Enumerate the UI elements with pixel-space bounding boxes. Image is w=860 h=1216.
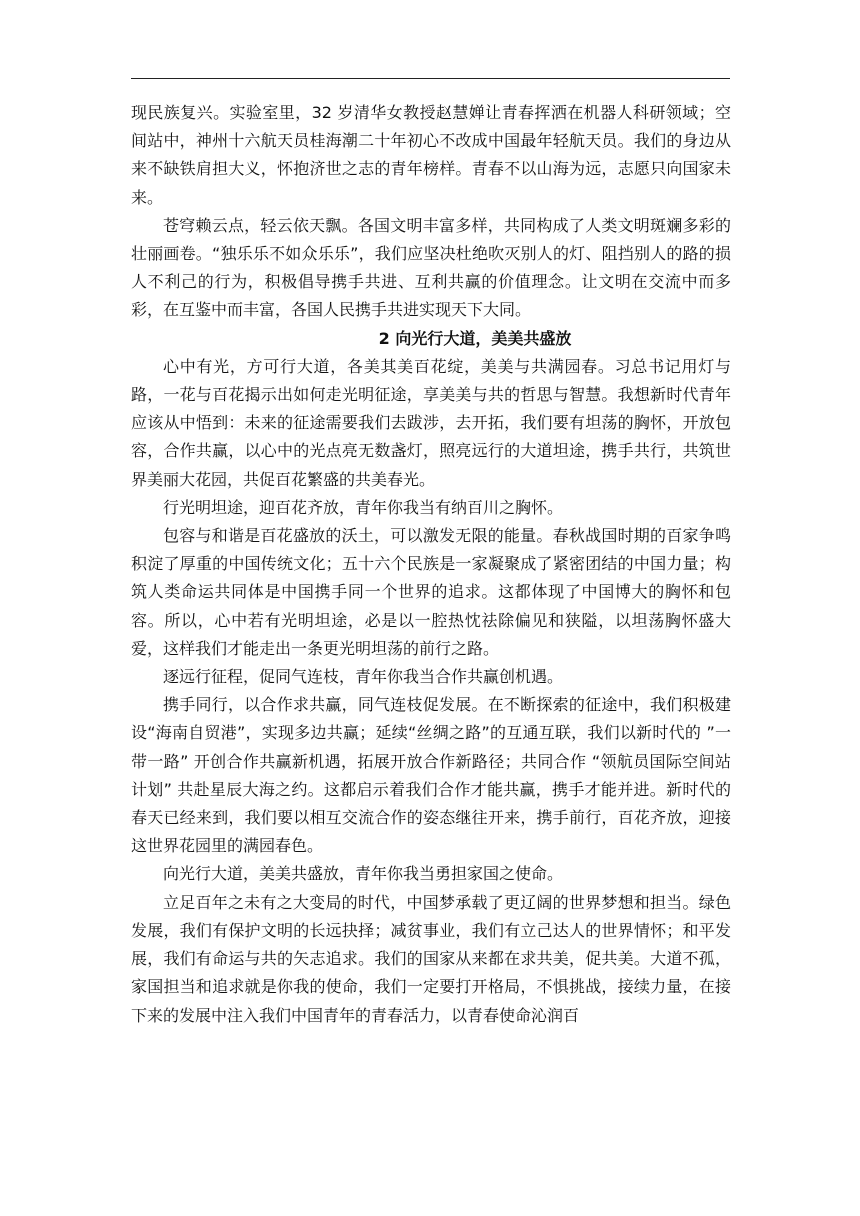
paragraph-subheading: 行光明坦途，迎百花齐放，青年你我当有纳百川之胸怀。 [163,497,564,517]
paragraph-continuation: 现民族复兴。实验室里，32 岁清华女教授赵慧婵让青春挥洒在机器人科研领域；空间站中，神州十六航天员桂海潮二十年初心不改成中国最年轻航天员。我们的身边从来不缺铁肩担大义，怀抱济世之志的青年榜样。青春不以山海为远，志愿只向国家未来。 [131,103,731,207]
paragraph-subheading: 逐远行征程，促同气连枝，青年你我当合作共赢创机遇。 [163,667,564,687]
document-body [131,99,731,1030]
paragraph: 包容与和谐是百花盛放的沃土，可以激发无限的能量。春秋战国时期的百家争鸣积淀了厚重的中国传统文化；五十六个民族是一家凝聚成了紧密团结的中国力量；构筑人类命运共同体是中国携手同一个世界的追求。这都体现了中国博大的胸怀和包容。所以，心中若有光明坦途，必是以一腔热忱祛除偏见和狭隘，以坦荡胸怀盛大爱，这样我们才能走出一条更光明坦荡的前行之路。 [131,526,731,658]
header-rule [131,78,730,79]
paragraph-subheading: 向光行大道，美美共盛放，青年你我当勇担家国之使命。 [163,864,564,884]
paragraph: 苍穹赖云点，轻云依天飘。各国文明丰富多样，共同构成了人类文明斑斓多彩的壮丽画卷。“独乐乐不如众乐乐”，我们应坚决杜绝吹灭别人的灯、阻挡别人的路的损人不利己的行为，积极倡导携手共进、互利共赢的价值理念。让文明在交流中而多彩，在互鉴中而丰富，各国人民携手共进实现天下大同。 [131,215,731,320]
paragraph: 携手同行，以合作求共赢，同气连枝促发展。在不断探索的征途中，我们积极建设“海南自贸港”，实现多边共赢；延续“丝绸之路”的互通互联，我们以新时代的 ”一带一路” 开创合作共赢新机遇，拓展开放合作新路径；共同合作 “领航员国际空间站计划” 共赴星辰大海之约。这都启示着我们合作才能共赢，携手才能并进。新时代的春天已经来到，我们要以相互交流合作的姿态继往开来，携手前行，百花齐放，迎接这世界花园里的满园春色。 [131,695,731,856]
paragraph: 立足百年之未有之大变局的时代，中国梦承载了更辽阔的世界梦想和担当。绿色发展，我们有保护文明的长远抉择；减贫事业，我们有立己达人的世界情怀；和平发展，我们有命运与共的矢志追求。我们的国家从来都在求共美，促共美。大道不孤，家国担当和追求就是你我的使命，我们一定要打开格局，不惧挑战，接续力量，在接下来的发展中注入我们中国青年的青春活力，以青春使命沁润百 [131,892,731,1025]
section-heading: 2 向光行大道，美美共盛放 [378,328,572,348]
paragraph: 心中有光，方可行大道，各美其美百花绽，美美与共满园春。习总书记用灯与路，一花与百花揭示出如何走光明征途，享美美与共的哲思与智慧。我想新时代青年应该从中悟到：未来的征途需要我们去跋涉，去开拓，我们要有坦荡的胸怀，开放包容，合作共赢，以心中的光点亮无数盏灯，照亮远行的大道坦途，携手共行，共筑世界美丽大花园，共促百花繁盛的共美春光。 [131,356,731,489]
